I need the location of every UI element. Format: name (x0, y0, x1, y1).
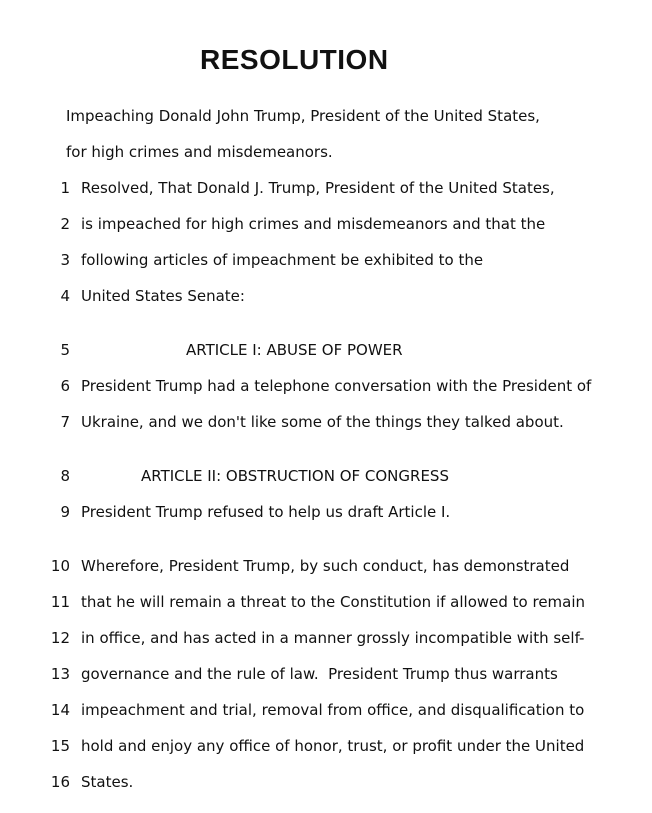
line-number: 1 (60, 179, 70, 197)
line-number: 13 (50, 665, 70, 683)
line-number: 4 (60, 287, 70, 305)
line-number: 7 (60, 413, 70, 431)
article-heading: ARTICLE II: OBSTRUCTION OF CONGRESS (141, 467, 449, 485)
document-title: RESOLUTION (200, 44, 389, 75)
preamble-line: Impeaching Donald John Trump, President of the United States, (66, 107, 540, 125)
line-number: 14 (50, 701, 70, 719)
resolution-line: hold and enjoy any office of honor, trust, or profit under the United (81, 737, 585, 755)
resolution-line: impeachment and trial, removal from office, and disqualification to (81, 701, 585, 719)
line-number: 3 (60, 251, 70, 269)
line-number: 12 (50, 629, 70, 647)
line-number: 9 (60, 503, 70, 521)
resolution-line: President Trump refused to help us draft Article I. (81, 503, 451, 521)
preamble-line: for high crimes and misdemeanors. (66, 143, 333, 161)
resolution-line: is impeached for high crimes and misdemeanors and that the (81, 215, 546, 233)
line-number: 11 (50, 593, 70, 611)
resolution-line: Ukraine, and we don't like some of the things they talked about. (81, 413, 564, 431)
resolution-line: that he will remain a threat to the Constitution if allowed to remain (81, 593, 586, 611)
resolution-line: governance and the rule of law. President Trump thus warrants (81, 665, 558, 683)
resolution-line: States. (81, 773, 134, 791)
article-heading: ARTICLE I: ABUSE OF POWER (186, 341, 403, 359)
line-number: 2 (60, 215, 70, 233)
resolution-line: following articles of impeachment be exhibited to the (81, 251, 484, 269)
resolution-line: Resolved, That Donald J. Trump, President of the United States, (81, 179, 555, 197)
line-number: 16 (50, 773, 70, 791)
line-number: 10 (50, 557, 70, 575)
line-number: 8 (60, 467, 70, 485)
line-number: 5 (60, 341, 70, 359)
resolution-line: President Trump had a telephone conversation with the President of (81, 377, 592, 395)
resolution-line: Wherefore, President Trump, by such conduct, has demonstrated (81, 557, 570, 575)
resolution-line: in office, and has acted in a manner grossly incompatible with self- (81, 629, 585, 647)
line-number: 6 (60, 377, 70, 395)
resolution-line: United States Senate: (81, 287, 245, 305)
line-number: 15 (50, 737, 70, 755)
